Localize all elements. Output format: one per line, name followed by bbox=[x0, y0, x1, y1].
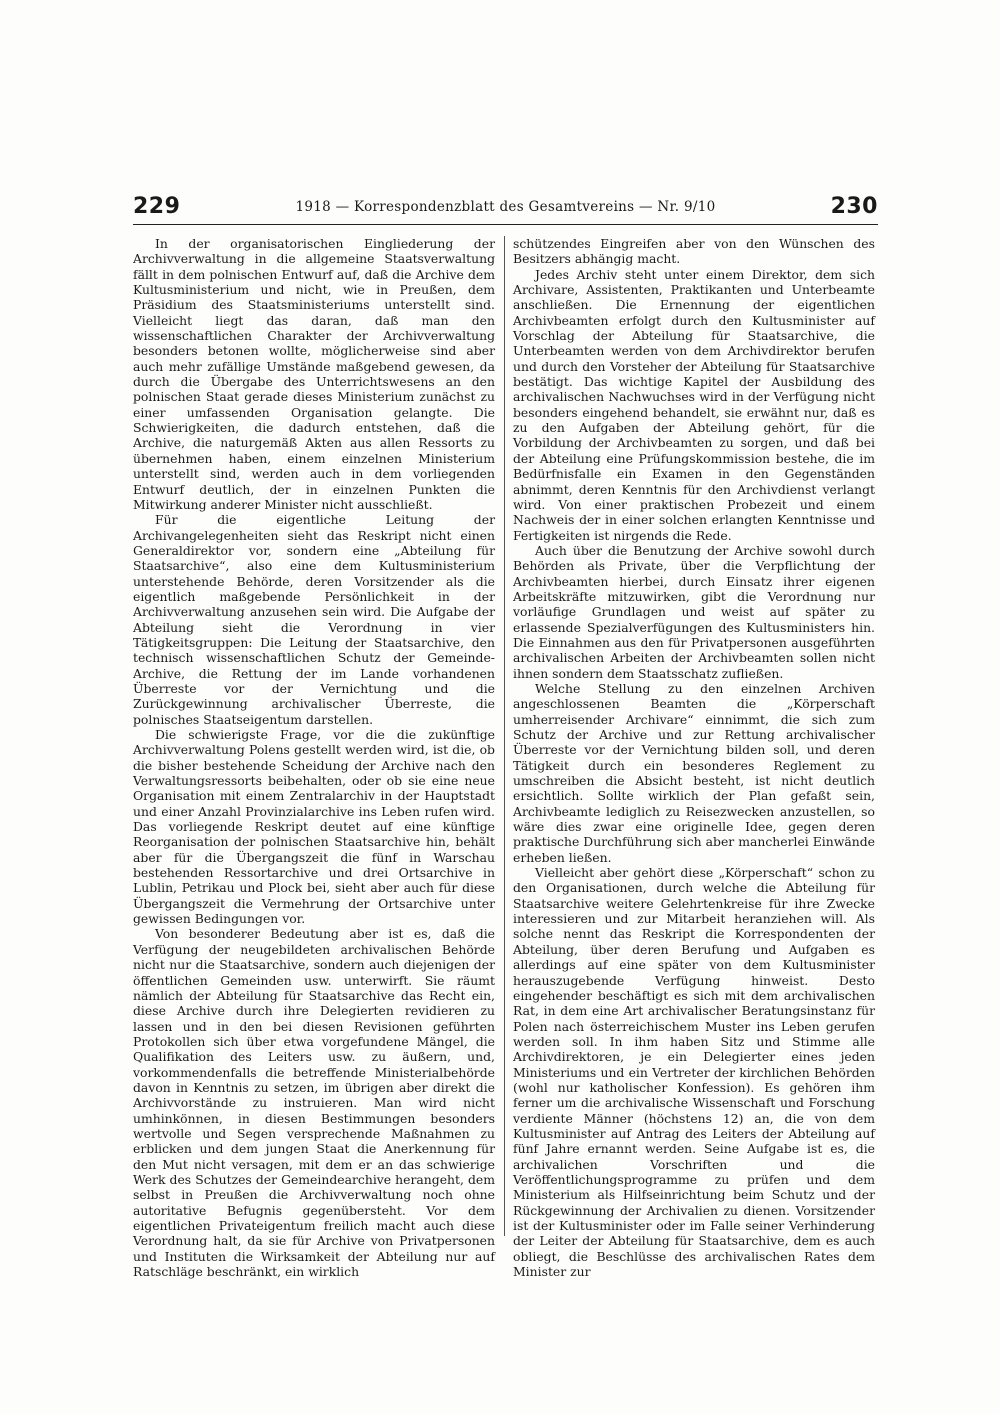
column-divider bbox=[504, 236, 505, 1236]
page-header bbox=[133, 190, 878, 225]
paragraph: Vielleicht aber gehört diese „Körperschaft“ schon zu den Organisationen, durch welche die Abteilung für Staatsarchive weitere Gelehrtenkreise für ihre Zwecke interessieren und zur Mitarbeit heranziehen will. Als solche nennt das Reskript die Korrespondenten der Abteilung, über deren Berufung und Aufgaben es allerdings auf eine später von dem Kultusminister herauszugebende Verfügung hinweist. Desto eingehender beschäftigt es sich mit dem archivalischen Rat, in dem eine Art archivalischer Beratungsinstanz für Polen nach österreichischem Muster ins Leben gerufen werden soll. In ihm haben Sitz und Stimme alle Archivdirektoren, je ein Delegierter eines jeden Ministeriums und ein Vertreter der kirchlichen Behörden (wohl nur katholischer Konfession). Es gehören ihm ferner um die archivalische Wissenschaft und Forschung verdiente Männer (höchstens 12) an, die von dem Kultusminister auf Antrag des Leiters der Abteilung auf fünf Jahre ernannt werden. Seine Aufgabe ist es, die archivalichen Vorschriften und die Veröffentlichungsprogramme zu prüfen und dem Ministerium als Hilfseinrichtung beim Schutz und der Rückgewinnung der Archivalien zu dienen. Vorsitzender ist der Kultusminister oder im Falle seiner Verhinderung der Leiter der Abteilung für Staatsarchive, dem es auch obliegt, die Beschlüsse des archivalischen Rates dem Minister zur bbox=[513, 865, 875, 1280]
paragraph: Welche Stellung zu den einzelnen Archiven angeschlossenen Beamten die „Körperschaft umherreisender Archivare“ einnimmt, die sich zum Schutz der Archive und zur Rettung archivalischer Überreste vor der Vernichtung bilden soll, und deren Tätigkeit durch ein besonderes Reglement zu umschreiben die Absicht besteht, ist nicht deutlich ersichtlich. Sollte wirklich der Plan gefaßt sein, Archivbeamte lediglich zu Reisezwecken anzustellen, so wäre dies zwar eine originelle Idee, gegen deren praktische Durchführung sich aber mancherlei Einwände erheben ließen. bbox=[513, 680, 875, 865]
paragraph: schützendes Eingreifen aber von den Wünschen des Besitzers abhängig macht. bbox=[513, 236, 875, 267]
page-number-left: 229 bbox=[133, 194, 181, 219]
page-number-right: 230 bbox=[830, 194, 878, 219]
paragraph: In der organisatorischen Eingliederung der Archivverwaltung in die allgemeine Staatsverwaltung fällt in dem polnischen Entwurf auf, daß die Archive dem Kultusministerium und nicht, wie in Preußen, dem Präsidium des Staatsministeriums unterstellt sind. Vielleicht liegt das daran, daß man den wissenschaftlichen Charakter der Archivverwaltung besonders betonen wollte, möglicherweise sind aber auch mehr zufällige Umstände maßgebend gewesen, da durch die Übergabe des Unterrichtswesens an den polnischen Staat gerade dieses Ministerium zunächst zu einer umfassenden Organisation gelangte. Die Schwierigkeiten, die dadurch entstehen, daß die Archive, die naturgemäß Akten aus allen Ressorts zu übernehmen haben, einem einzelnen Ministerium unterstellt sind, werden auch in dem vorliegenden Entwurf deutlich, der in einzelnen Punkten die Mitwirkung anderer Minister nicht ausschließt. bbox=[133, 236, 495, 512]
running-title: 1918 — Korrespondenzblatt des Gesamtvereins — Nr. 9/10 bbox=[295, 199, 716, 215]
paragraph: Von besonderer Bedeutung aber ist es, daß die Verfügung der neugebildeten archivalischen Behörde nicht nur die Staatsarchive, sondern auch diejenigen der öffentlichen Gemeinden usw. unterwirft. Sie räumt nämlich der Abteilung für Staatsarchive das Recht ein, diese Archive durch ihre Delegierten revidieren zu lassen und in den bei diesen Revisionen geführten Protokollen sich über etwa vorgefundene Mängel, die Qualifikation des Leiters usw. zu äußern, und, vorkommendenfalls die betreffende Ministerialbehörde davon in Kenntnis zu setzen, im übrigen aber direkt die Archivvorstände zu instruieren. Man wird nicht umhinkönnen, in diesen Bestimmungen besonders wertvolle und Segen versprechende Maßnahmen zu erblicken und dem jungen Staat die Anerkennung für den Mut nicht versagen, mit dem er an das schwierige Werk des Schutzes der Gemeindearchive herangeht, dem selbst in Preußen die Archivverwaltung noch ohne autoritative Befugnis gegenübersteht. Vor dem eigentlichen Privateigentum freilich macht auch diese Verordnung halt, da sie für Archive von Privatpersonen und Instituten die Wirksamkeit der Abteilung nur auf Ratschläge beschränkt, ein wirklich bbox=[133, 926, 495, 1280]
left-column bbox=[133, 236, 495, 1280]
paragraph: Jedes Archiv steht unter einem Direktor, dem sich Archivare, Assistenten, Praktikanten und Unterbeamte anschließen. Die Ernennung der eigentlichen Archivbeamten erfolgt durch den Kultusminister auf Vorschlag der Abteilung für Staatsarchive, die Unterbeamten werden von dem Archivdirektor berufen und durch den Vorsteher der Abteilung für Staatsarchive bestätigt. Das wichtige Kapitel der Ausbildung des archivalischen Nachwuchses wird in der Verfügung nicht besonders eingehend behandelt, sie erwähnt nur, daß es zu den Aufgaben der Abteilung gehört, für die Vorbildung der Archivbeamten zu sorgen, und daß bei der Abteilung eine Prüfungskommission bestehe, die im Bedürfnisfalle ein Examen in den Gegenständen abnimmt, deren Kenntnis für den Archivdienst verlangt wird. Von einer praktischen Probezeit und einem Nachweis der in einer solchen erlangten Kenntnisse und Fertigkeiten ist nirgends die Rede. bbox=[513, 266, 875, 543]
paragraph: Für die eigentliche Leitung der Archivangelegenheiten sieht das Reskript nicht einen Generaldirektor vor, sondern eine „Abteilung für Staatsarchive“, also eine dem Kultusministerium unterstehende Behörde, deren Vorsitzender als die eigentlich maßgebende Persönlichkeit in der Archivverwaltung anzusehen sein wird. Die Aufgabe der Abteilung sieht die Verordnung in vier Tätigkeitsgruppen: Die Leitung der Staatsarchive, den technisch wissenschaftlichen Schutz der Gemeinde-Archive, die Rettung der im Lande vorhandenen Überreste vor der Vernichtung und die Zurückgewinnung archivalischer Überreste, die polnisches Staatseigentum darstellen. bbox=[133, 512, 495, 727]
right-column bbox=[513, 236, 875, 1280]
paragraph: Die schwierigste Frage, vor die die zukünftige Archivverwaltung Polens gestellt werden wird, ist die, ob die bisher bestehende Scheidung der Archive nach den Verwaltungsressorts beibehalten, oder ob sie eine neue Organisation mit einem Zentralarchiv in der Hauptstadt und einer Anzahl Provinzialarchive ins Leben rufen wird. Das vorliegende Reskript deutet auf eine künftige Reorganisation der polnischen Staatsarchive hin, behält aber für die Übergangszeit die fünf in Warschau bestehenden Ressortarchive und drei Ortsarchive in Lublin, Petrikau und Plock bei, sieht aber auch für diese Übergangszeit die Vermehrung der Ortsarchive unter gewissen Bedingungen vor. bbox=[133, 727, 495, 927]
paragraph: Auch über die Benutzung der Archive sowohl durch Behörden als Private, über die Verpflichtung der Archivbeamten hierbei, durch Einsatz ihrer eigenen Arbeitskräfte mitzuwirken, gibt die Verordnung nur vorläufige Grundlagen und weist auf später zu erlassende Spezialverfügungen des Kultusministers hin. Die Einnahmen aus den für Privatpersonen ausgeführten archivalischen Arbeiten der Archivbeamten sollen nicht ihnen sondern dem Staatsschatz zufließen. bbox=[513, 542, 875, 681]
